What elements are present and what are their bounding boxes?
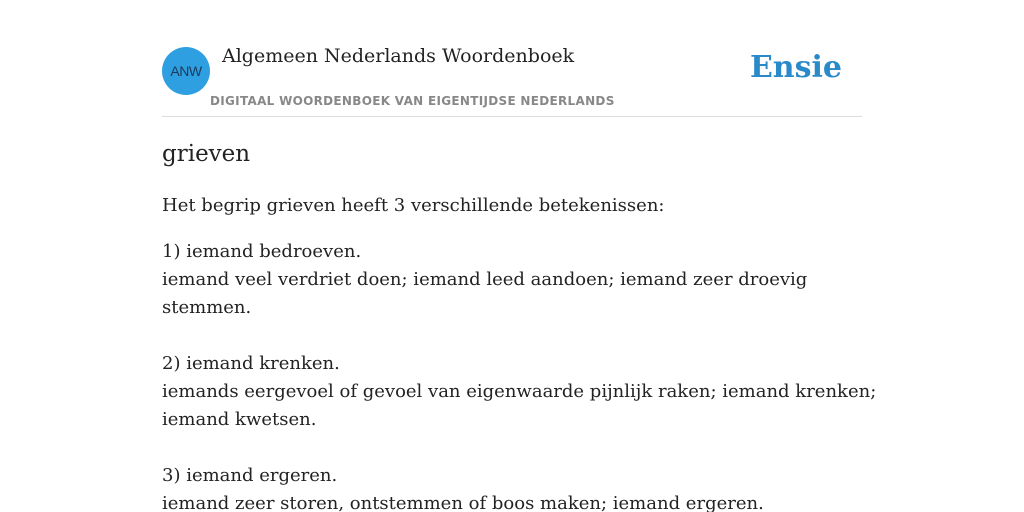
logo-text: ANW — [170, 63, 202, 79]
site-title[interactable]: Algemeen Nederlands Woordenboek — [222, 45, 575, 67]
meaning-heading: 1) iemand bedroeven. — [162, 241, 362, 262]
meaning-heading: 3) iemand ergeren. — [162, 465, 338, 486]
anw-logo[interactable] — [162, 47, 210, 95]
meaning-item — [162, 238, 882, 322]
entry-intro: Het begrip grieven heeft 3 verschillende betekenissen: — [162, 195, 665, 216]
meaning-definition: iemand veel verdriet doen; iemand leed aandoen; iemand zeer droevig stemmen. — [162, 269, 808, 318]
site-header — [162, 0, 862, 117]
meaning-definition: iemand zeer storen, ontstemmen of boos maken; iemand ergeren. — [162, 493, 764, 512]
meaning-definition: iemands eergevoel of gevoel van eigenwaarde pijnlijk raken; iemand krenken; iemand kwetsen. — [162, 381, 877, 430]
ensie-brand-logo[interactable]: Ensie — [749, 50, 842, 85]
site-subtitle: DIGITAAL WOORDENBOEK VAN EIGENTIJDSE NEDERLANDS — [210, 94, 615, 108]
entry-word: grieven — [162, 141, 251, 167]
meaning-heading: 2) iemand krenken. — [162, 353, 340, 374]
entry-content — [162, 138, 882, 512]
meaning-item — [162, 462, 882, 512]
meaning-item — [162, 350, 882, 434]
